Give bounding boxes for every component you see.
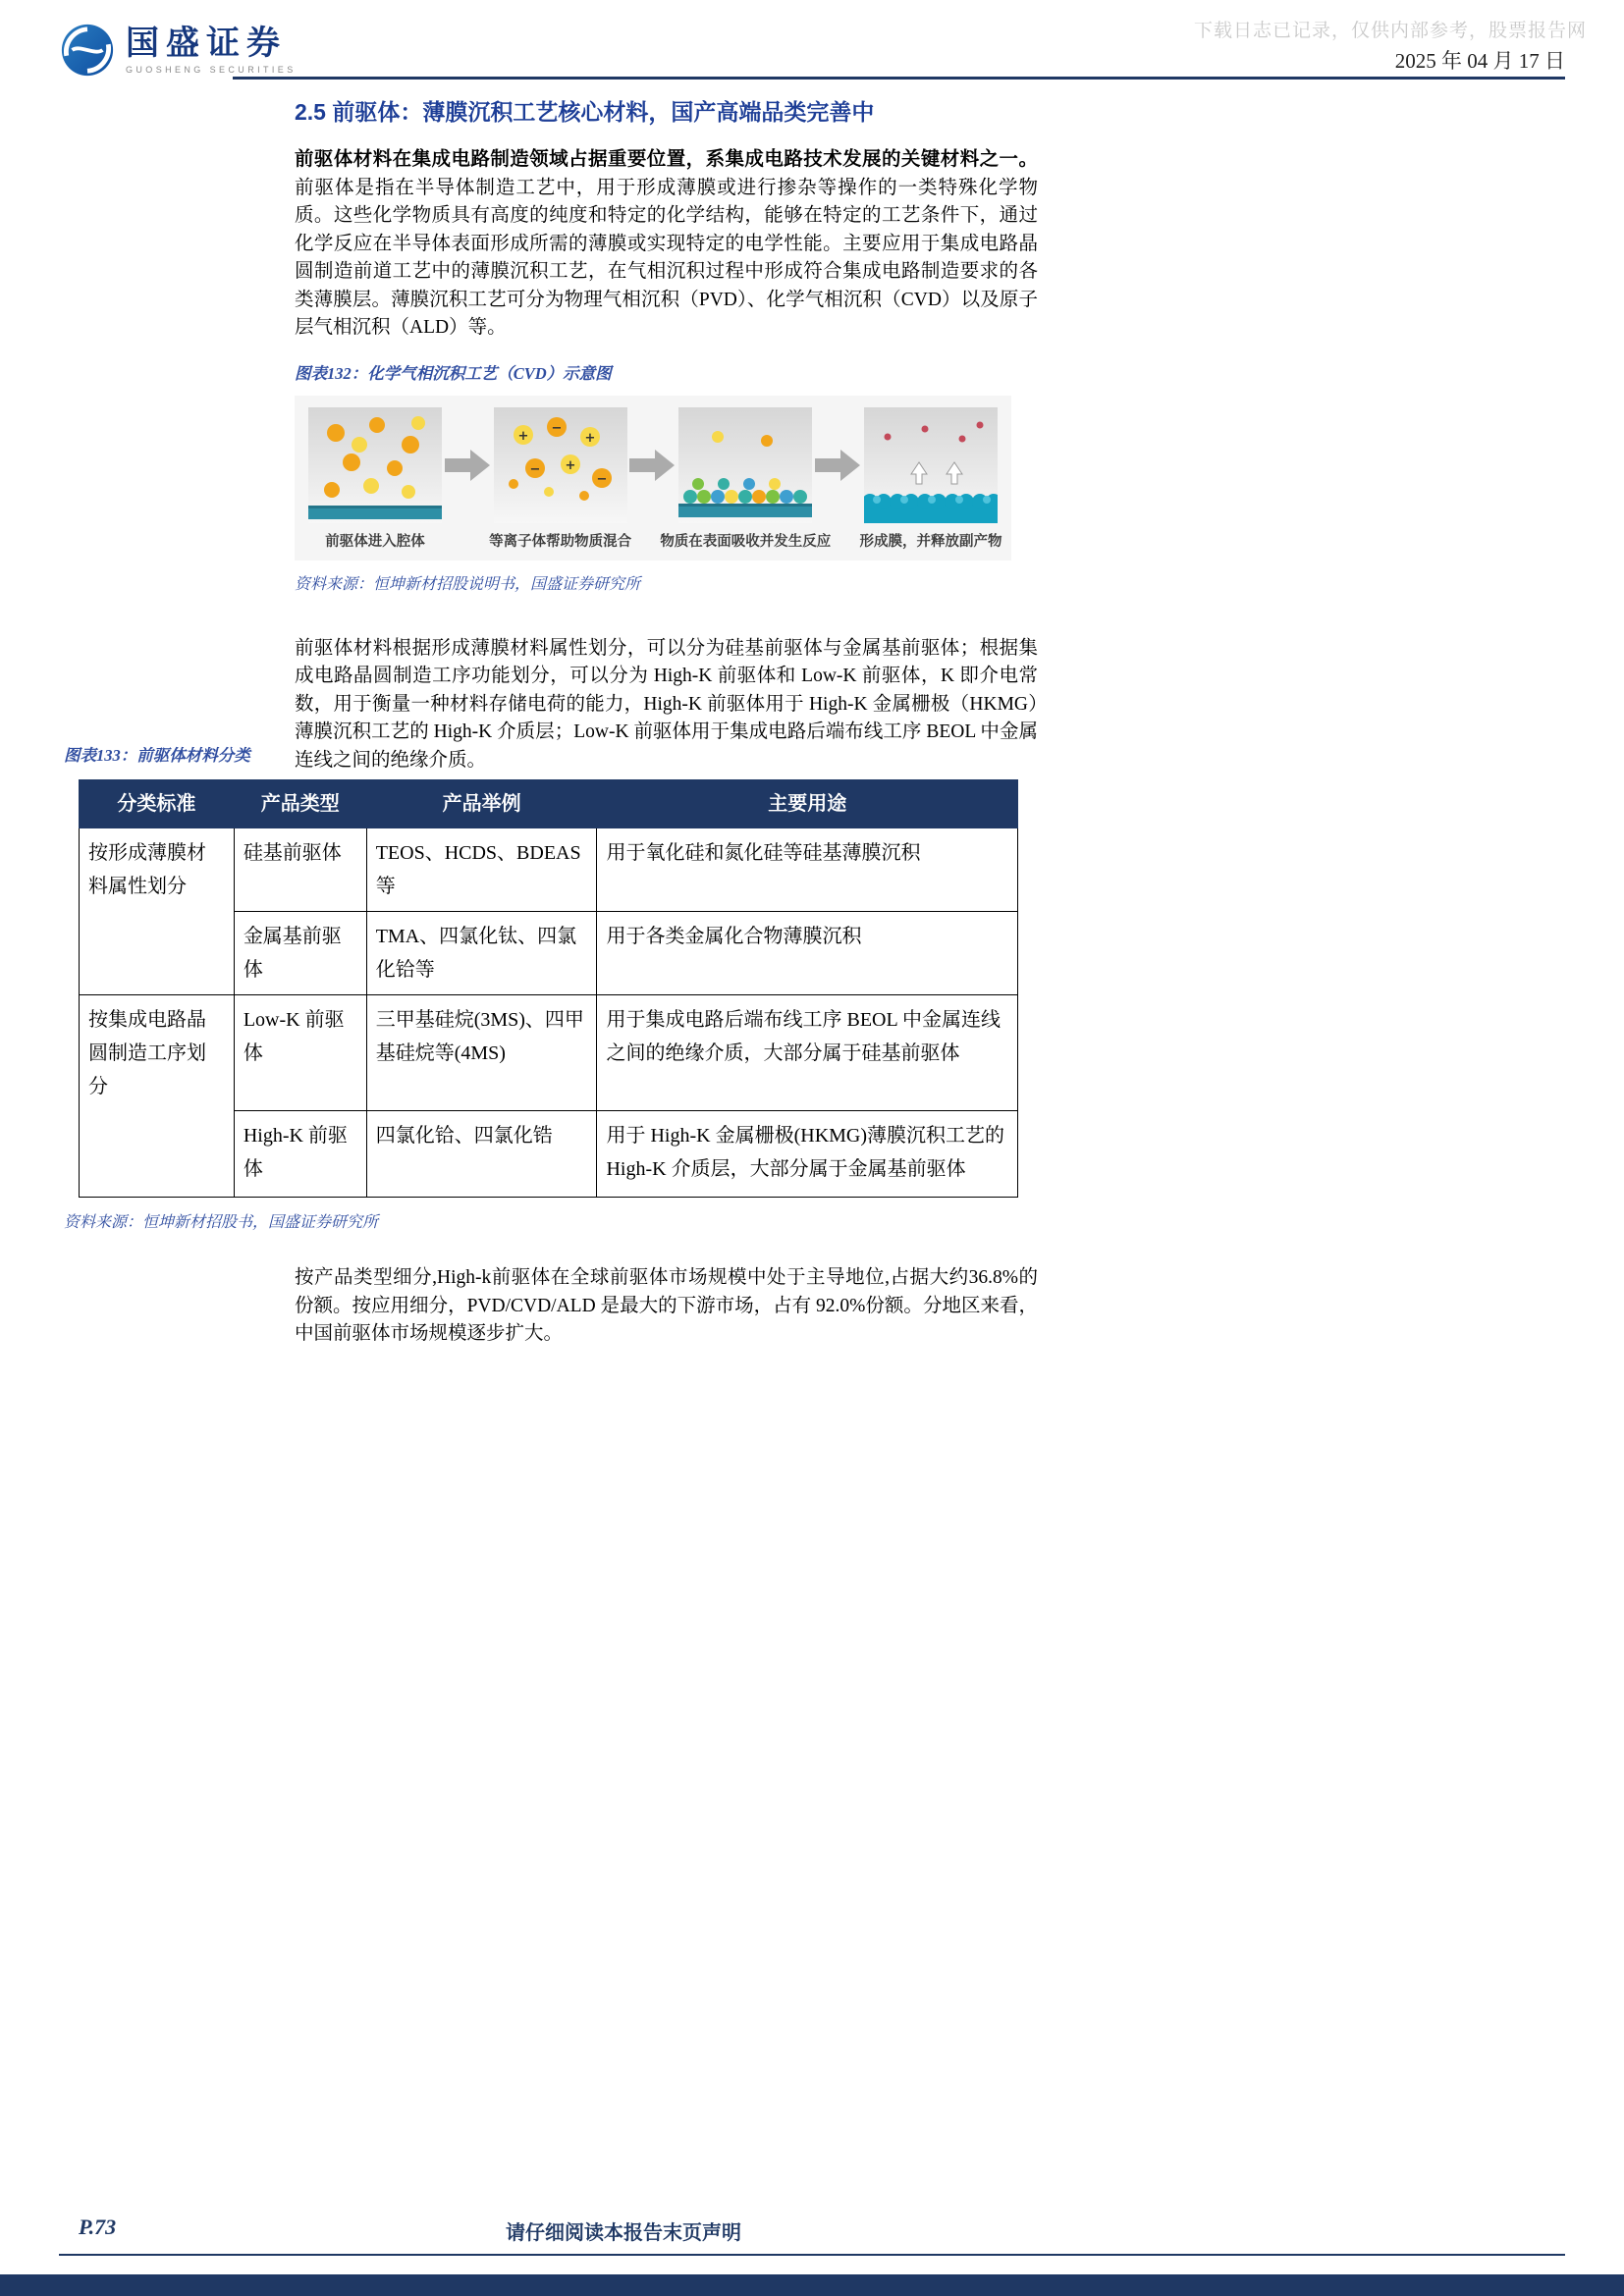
section-title: 2.5 前驱体：薄膜沉积工艺核心材料，国产高端品类完善中: [295, 99, 875, 125]
brand-logo-icon: [59, 22, 116, 79]
watermark-text: 下载日志已记录，仅供内部参考，股票报告网: [1193, 21, 1587, 41]
svg-text:+: +: [584, 430, 596, 446]
table-row: [80, 828, 1018, 912]
cvd-panel-film-formation: [864, 407, 998, 523]
cvd-step-label: 等离子体帮助物质混合: [489, 533, 632, 550]
figure132-caption: 图表132：化学气相沉积工艺（CVD）示意图: [295, 363, 612, 383]
footer-divider: [59, 2254, 1565, 2256]
cell-examples: TEOS、HCDS、BDEAS 等: [366, 828, 597, 912]
brand-logo: [59, 22, 297, 79]
figure133-source: 资料来源：恒坤新材招股书，国盛证券研究所: [64, 1214, 379, 1231]
cell-usage: 用于 High-K 金属栅极(HKMG)薄膜沉积工艺的 High-K 介质层，大部分属于金属基前驱体: [597, 1111, 1018, 1198]
cell-usage: 用于集成电路后端布线工序 BEOL 中金属连线之间的绝缘介质，大部分属于硅基前驱体: [597, 995, 1018, 1111]
cell-type: 硅基前驱体: [234, 828, 366, 912]
table-row: [80, 995, 1018, 1111]
lead-sentence: 前驱体材料在集成电路制造领域占据重要位置，系集成电路技术发展的关键材料之一。: [295, 149, 1038, 170]
cvd-step-label: 形成膜，并释放副产物: [859, 533, 1002, 550]
figure132-source: 资料来源：恒坤新材招股说明书，国盛证券研究所: [295, 575, 641, 593]
arrow-right-icon: [629, 448, 676, 483]
cell-category: 按集成电路晶圆制造工序划分: [80, 995, 235, 1198]
classification-paragraph: 前驱体材料根据形成薄膜材料属性划分，可以分为硅基前驱体与金属基前驱体；根据集成电路晶圆制造工序功能划分，可以分为 High-K 前驱体和 Low-K 前驱体，K 即介电常数，用于衡量一种材料存储电荷的能力，High-K 前驱体用于 High-K 金属栅极（HKMG）薄膜沉积工艺的 High-K 介质层；Low-K 前驱体用于集成电路后端布线工序 BEOL 中金属连线之间的绝缘介质。: [295, 637, 1038, 771]
cell-examples: 三甲基硅烷(3MS)、四甲基硅烷等(4MS): [366, 995, 597, 1111]
col-header-category: 分类标准: [80, 780, 235, 828]
col-header-type: 产品类型: [234, 780, 366, 828]
cell-usage: 用于各类金属化合物薄膜沉积: [597, 912, 1018, 995]
cvd-panels-row: [308, 407, 998, 523]
brand-name-en: GUOSHENG SECURITIES: [126, 65, 297, 76]
market-share-paragraph: 按产品类型细分,High-k前驱体在全球前驱体市场规模中处于主导地位,占据大约36.8%的份额。按应用细分，PVD/CVD/ALD 是最大的下游市场，占有 92.0%份额。分地区来看，中国前驱体市场规模逐步扩大。: [295, 1267, 1038, 1344]
intro-paragraph: [295, 146, 1038, 343]
market-share-block: [295, 1264, 1038, 1349]
footer-disclaimer: 请仔细阅读本报告末页声明: [506, 2222, 741, 2244]
cell-examples: TMA、四氯化钛、四氯化铪等: [366, 912, 597, 995]
header-divider: [233, 77, 1565, 80]
cell-usage: 用于氧化硅和氮化硅等硅基薄膜沉积: [597, 828, 1018, 912]
svg-text:+: +: [517, 428, 529, 444]
cvd-panel-precursor-inlet: [308, 407, 442, 523]
cvd-step-label: 物质在表面吸收并发生反应: [660, 533, 832, 550]
figure133-block: [64, 742, 1036, 1232]
col-header-usage: 主要用途: [597, 780, 1018, 828]
arrow-right-icon: [445, 448, 491, 483]
col-header-examples: 产品举例: [366, 780, 597, 828]
main-column: [295, 94, 1038, 774]
svg-text:−: −: [551, 420, 563, 436]
cell-type: Low-K 前驱体: [234, 995, 366, 1111]
cell-type: High-K 前驱体: [234, 1111, 366, 1198]
page-number: P.73: [79, 2215, 117, 2239]
intro-text: 前驱体是指在半导体制造工艺中，用于形成薄膜或进行掺杂等操作的一类特殊化学物质。这些化学物质具有高度的纯度和特定的化学结构，能够在特定的工艺条件下，通过化学反应在半导体表面形成所需的薄膜或实现特定的电学性能。主要应用于集成电路晶圆制造前道工艺中的薄膜沉积工艺，在气相沉积过程中形成符合集成电路制造要求的各类薄膜层。薄膜沉积工艺可分为物理气相沉积（PVD）、化学气相沉积（CVD）以及原子层气相沉积（ALD）等。: [295, 177, 1038, 338]
precursor-classification-table: [79, 779, 1018, 1198]
svg-text:+: +: [565, 457, 576, 473]
figure133-caption: 图表133：前驱体材料分类: [64, 746, 250, 765]
arrow-right-icon: [815, 448, 861, 483]
cvd-panel-surface-reaction: [678, 407, 812, 523]
cvd-step-label: 前驱体进入腔体: [325, 533, 425, 550]
brand-text: [126, 26, 297, 75]
svg-text:−: −: [596, 471, 608, 487]
cvd-labels-row: [308, 530, 1002, 551]
brand-name: 国盛证券: [126, 25, 287, 62]
report-date: 2025 年 04 月 17 日: [1394, 49, 1565, 73]
table-header-row: [80, 780, 1018, 828]
figure132-cvd-diagram: [295, 396, 1011, 561]
cvd-panel-plasma-mixing: [494, 407, 627, 523]
svg-text:−: −: [529, 461, 541, 477]
cell-type: 金属基前驱体: [234, 912, 366, 995]
cell-category: 按形成薄膜材料属性划分: [80, 828, 235, 995]
bottom-navy-bar: [0, 2274, 1624, 2296]
cell-examples: 四氯化铪、四氯化锆: [366, 1111, 597, 1198]
